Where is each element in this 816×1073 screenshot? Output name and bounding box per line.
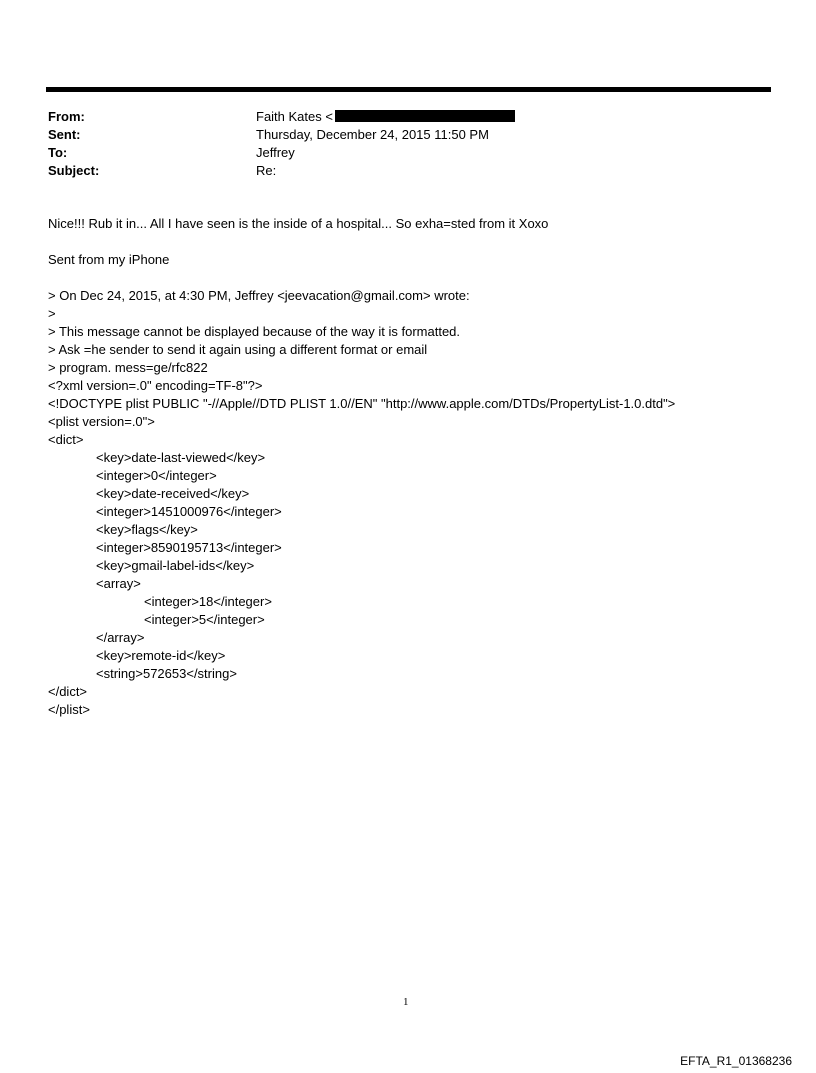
subject-label: Subject: xyxy=(48,163,100,178)
quoted-line: <key>gmail-label-ids</key> xyxy=(96,558,255,573)
quoted-line: <plist version=.0"> xyxy=(48,414,155,429)
quoted-line: > On Dec 24, 2015, at 4:30 PM, Jeffrey <jeevacation@gmail.com> wrote: xyxy=(48,288,470,303)
quoted-line: <key>date-received</key> xyxy=(96,486,250,501)
from-value xyxy=(256,108,515,126)
sent-value: Thursday, December 24, 2015 11:50 PM xyxy=(256,127,489,142)
quoted-line: > This message cannot be displayed because of the way it is formatted. xyxy=(48,324,461,339)
subject-row xyxy=(48,162,748,180)
quoted-line: > xyxy=(48,306,56,321)
quoted-line: <key>remote-id</key> xyxy=(96,648,226,663)
email-header xyxy=(48,108,748,180)
header-rule xyxy=(46,87,771,92)
to-label: To: xyxy=(48,145,68,160)
quoted-line: <array> xyxy=(96,576,141,591)
quoted-line: <integer>8590195713</integer> xyxy=(96,540,282,555)
quoted-line: </plist> xyxy=(48,702,90,717)
quoted-line: <dict> xyxy=(48,432,84,447)
quoted-line: <integer>0</integer> xyxy=(96,468,217,483)
quoted-line: </dict> xyxy=(48,684,88,699)
quoted-line: <?xml version=.0" encoding=TF-8"?> xyxy=(48,378,263,393)
quoted-line: <key>date-last-viewed</key> xyxy=(96,450,266,465)
redaction-bar xyxy=(335,110,515,122)
subject-value: Re: xyxy=(256,163,277,178)
quoted-line: <string>572653</string> xyxy=(96,666,237,681)
from-label: From: xyxy=(48,109,85,124)
to-row xyxy=(48,144,748,162)
to-value: Jeffrey xyxy=(256,145,295,160)
quoted-line: > Ask =he sender to send it again using a different format or email xyxy=(48,342,428,357)
from-row xyxy=(48,108,748,126)
quoted-line: > program. mess=ge/rfc822 xyxy=(48,360,208,375)
quoted-line: <key>flags</key> xyxy=(96,522,198,537)
quoted-line: <integer>1451000976</integer> xyxy=(96,504,282,519)
quoted-line: <integer>18</integer> xyxy=(144,594,272,609)
signature-text: Sent from my iPhone xyxy=(48,252,170,267)
page-number: 1 xyxy=(403,996,409,1008)
document-id: EFTA_R1_01368236 xyxy=(680,1054,792,1068)
from-name: Faith Kates < xyxy=(256,109,333,124)
quoted-line: </array> xyxy=(96,630,145,645)
sent-label: Sent: xyxy=(48,127,81,142)
sent-row xyxy=(48,126,748,144)
quoted-line: <integer>5</integer> xyxy=(144,612,265,627)
quoted-line: <!DOCTYPE plist PUBLIC "-//Apple//DTD PLIST 1.0//EN" "http://www.apple.com/DTDs/PropertyList-1.0.dtd"> xyxy=(48,396,676,411)
message-text: Nice!!! Rub it in... All I have seen is the inside of a hospital... So exha=sted from it Xoxo xyxy=(48,216,549,231)
quoted-message xyxy=(48,287,675,719)
